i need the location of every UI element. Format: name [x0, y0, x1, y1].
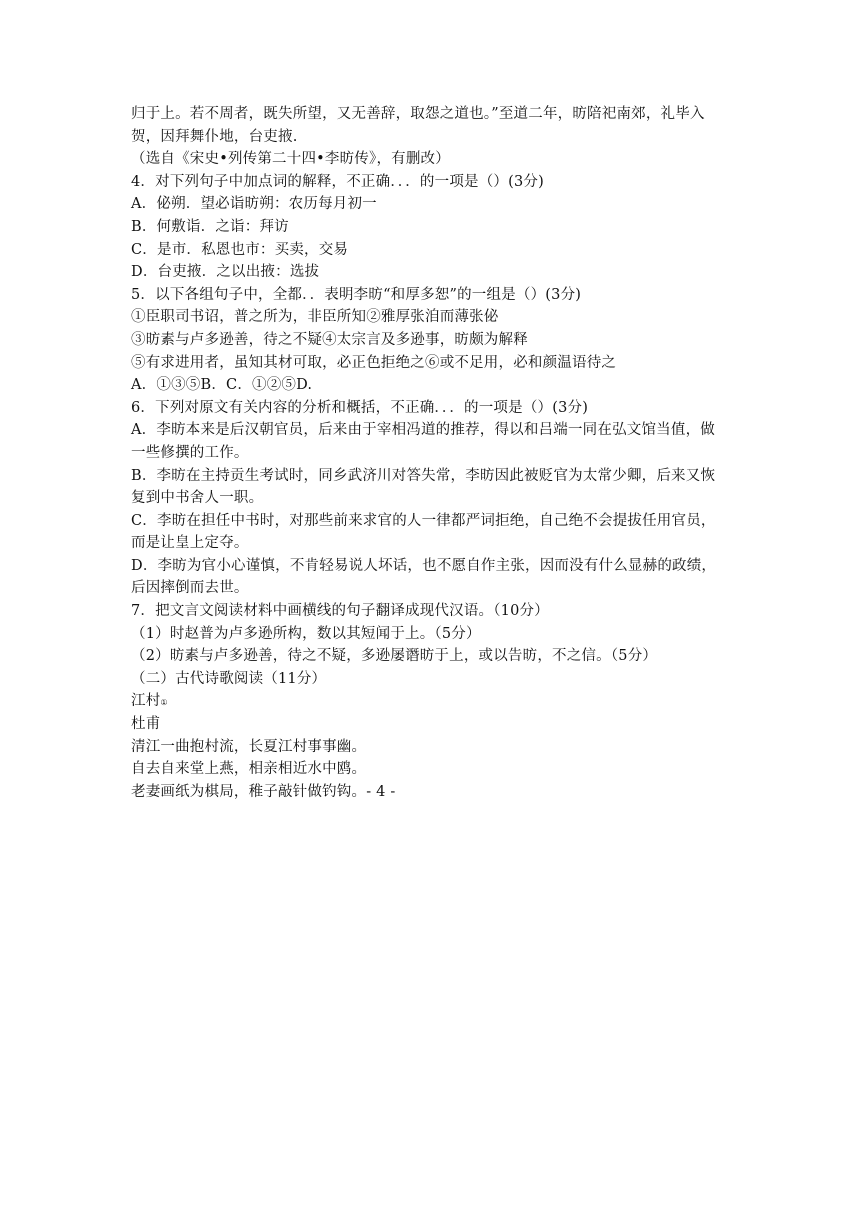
- question-4-option-c: C．是市．私恩也市：买卖，交易: [131, 241, 349, 258]
- question-6-option-d-line-1: D．李昉为官小心谨慎，不肯轻易说人坏话，也不愿自作主张，因而没有什么显赫的政绩，: [131, 557, 717, 574]
- question-6-option-d-line-2: 后因摔倒而去世。: [131, 580, 249, 597]
- question-6-option-a-line-2: 一些修撰的工作。: [131, 444, 249, 461]
- question-5-items-3-4: ③昉素与卢多逊善，待之不疑④太宗言及多逊事，昉颇为解释: [131, 331, 528, 348]
- poem-line-1: 清江一曲抱村流，长夏江村事事幽。: [131, 738, 367, 755]
- source-citation: （选自《宋史•列传第二十四•李昉传》，有删改）: [131, 151, 450, 168]
- question-6-stem: 6．下列对原文有关内容的分析和概括，不正确．．．的一项是（）(3分): [131, 399, 589, 416]
- question-4-stem: 4．对下列句子中加点词的解释，不正确．．．的一项是（）(3分): [131, 173, 544, 190]
- footnote-mark: ①: [160, 698, 168, 708]
- question-6-option-b-line-2: 复到中书舍人一职。: [131, 490, 264, 507]
- question-5-items-1-2: ①臣职司书诏，普之所为，非臣所知②雅厚张洎而薄张佖: [131, 309, 499, 326]
- document-page: [131, 103, 731, 803]
- question-4-option-d: D．台吏掖．之以出掖：选拔: [131, 264, 320, 281]
- poem-line-3-with-page-number: 老妻画纸为棋局，稚子敲针做钓钩。- 4 -: [131, 783, 396, 800]
- poem-title: [131, 690, 731, 713]
- question-6-option-b-line-1: B．李昉在主持贡生考试时，同乡武济川对答失常，李昉因此被贬官为太常少卿，后来又恢: [131, 467, 716, 484]
- question-4-option-a: A．佖朔．望必诣昉朔：农历每月初一: [131, 196, 377, 213]
- question-7-part-2: （2）昉素与卢多逊善，待之不疑，多逊屡谮昉于上，或以告昉，不之信。（5分）: [131, 648, 658, 665]
- question-5-items-5-6: ⑤有求进用者，虽知其材可取，必正色拒绝之⑥或不足用，必和颜温语待之: [131, 354, 617, 371]
- passage-line-1: 归于上。若不周者，既失所望，又无善辞，取怨之道也。”至道二年，昉陪祀南郊，礼毕入: [131, 106, 705, 122]
- question-6-option-c-line-2: 而是让皇上定夺。: [131, 535, 249, 552]
- question-7-part-1: （1）时赵普为卢多逊所构，数以其短闻于上。（5分）: [131, 625, 481, 642]
- poem-title-text: 江村: [131, 693, 161, 710]
- section-heading-poetry: （二）古代诗歌阅读（11分）: [131, 670, 327, 687]
- question-6-option-a-line-1: A．李昉本来是后汉朝官员，后来由于宰相冯道的推荐，得以和吕端一同在弘文馆当值，做: [131, 422, 715, 439]
- question-5-options: A．①③⑤B．C．①②⑤D.: [131, 377, 313, 394]
- poem-author: 杜甫: [131, 716, 161, 733]
- question-5-stem: 5．以下各组句子中，全都．．表明李昉“和厚多恕”的一组是（）(3分): [131, 286, 582, 303]
- question-4-option-b: B．何敷诣．之诣：拜访: [131, 218, 289, 235]
- question-7-stem: 7．把文言文阅读材料中画横线的句子翻译成现代汉语。（10分）: [131, 603, 549, 620]
- question-6-option-c-line-1: C．李昉在担任中书时，对那些前来求官的人一律都严词拒绝，自己绝不会提拔任用官员，: [131, 512, 716, 529]
- passage-line-2: 贺，因拜舞仆地，台吏掖.: [131, 128, 298, 145]
- poem-line-2: 自去自来堂上燕，相亲相近水中鸥。: [131, 761, 367, 778]
